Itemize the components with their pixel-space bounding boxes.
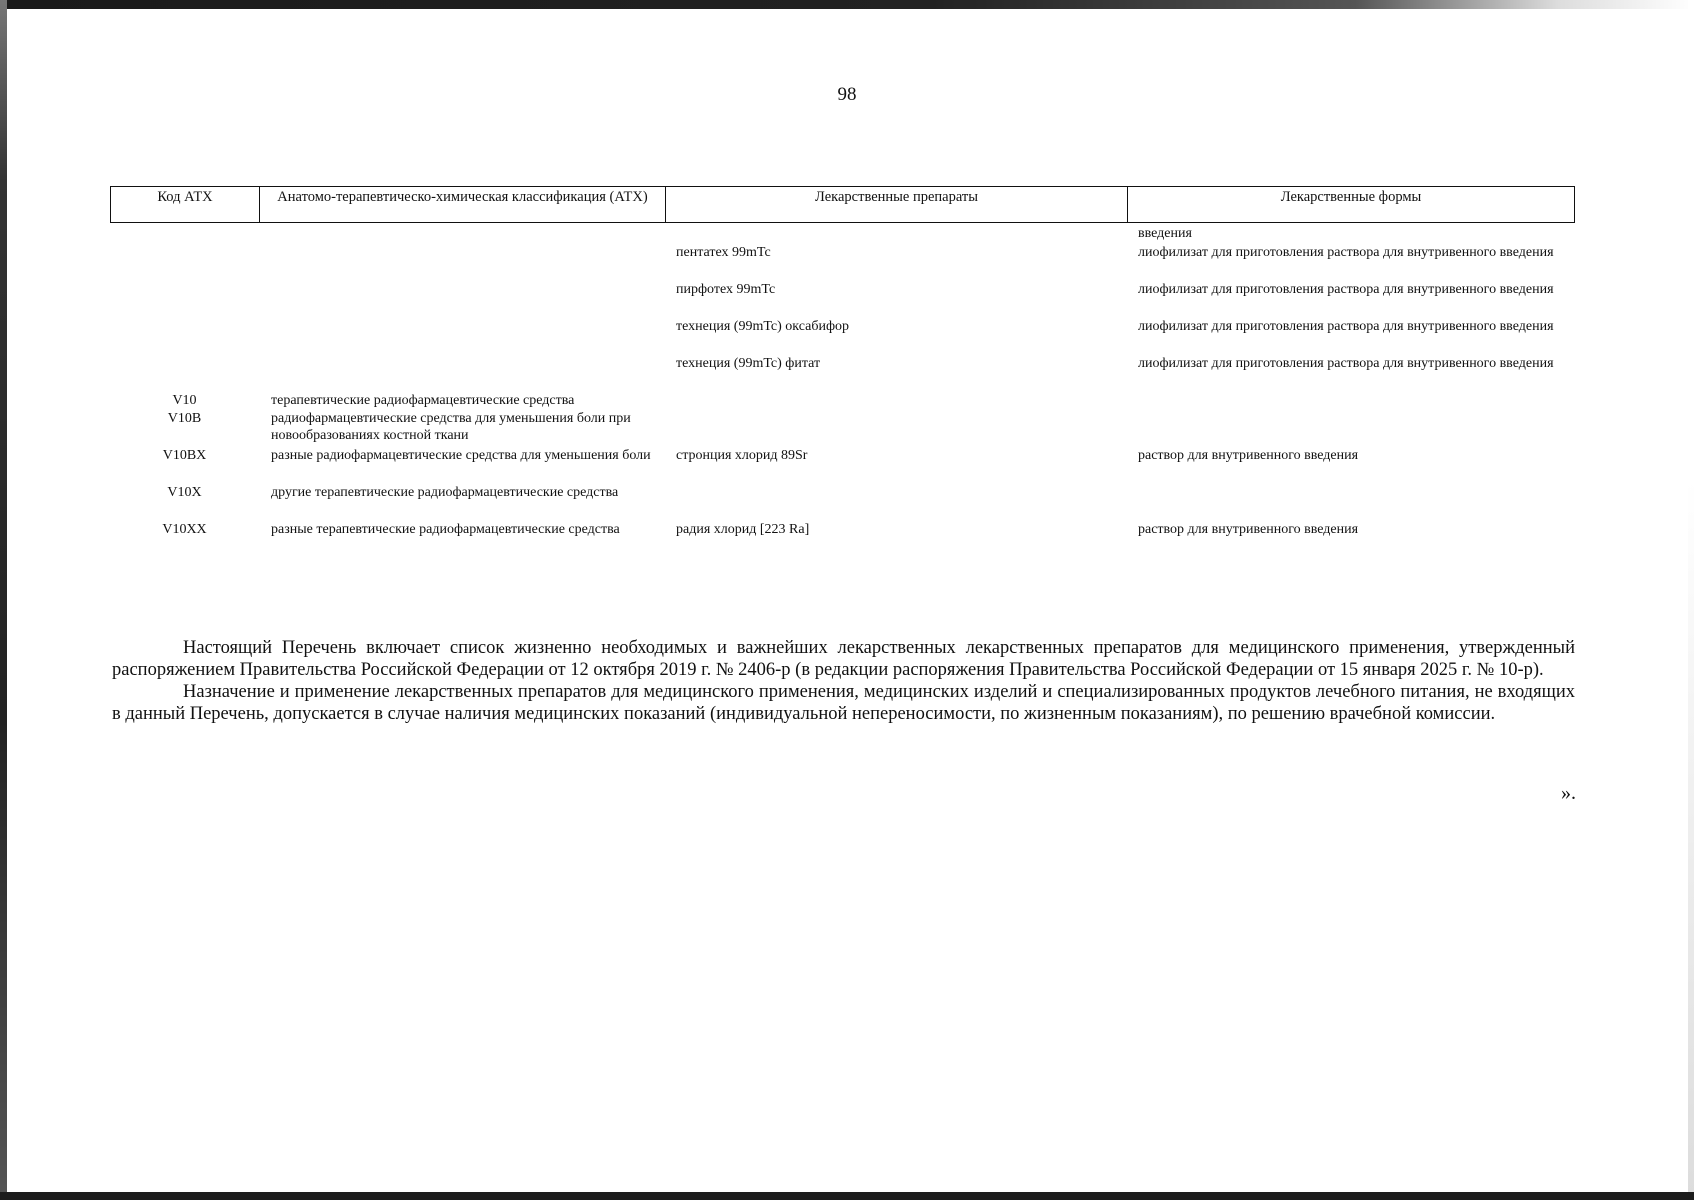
cell-code	[110, 244, 259, 281]
footnote-paragraph-2: Назначение и применение лекарственных препаратов для медицинского применения, медицинских изделий и специализированных продуктов лечебного питания, не входящих в данный Перечень, допускается в случае наличия медицинских показаний (индивидуальной непереносимости, по жизненным показаниям), по решению врачебной комиссии.	[112, 682, 1575, 724]
cell-form: лиофилизат для приготовления раствора для внутривенного введения	[1138, 245, 1554, 260]
scan-border-left	[0, 0, 7, 1200]
cell-classification: радиофармацевтические средства для уменьшения боли при новообразованиях костной ткани	[271, 411, 631, 443]
cell-form: лиофилизат для приготовления раствора для внутривенного введения	[1138, 319, 1554, 334]
table-row	[110, 225, 1575, 244]
table-row	[110, 521, 1575, 558]
header-drugs: Лекарственные препараты	[666, 187, 1128, 222]
cell-drug	[665, 410, 1127, 447]
cell-drug	[665, 392, 1127, 410]
cell-form: раствор для внутривенного введения	[1138, 448, 1359, 463]
footnote-paragraph-1: Настоящий Перечень включает список жизненно необходимых и важнейших лекарственных лекарственных препаратов для медицинского применения, утвержденный распоряжением Правительства Российской Федерации от 12 октября 2019 г. № 2406-р (в редакции распоряжения Правительства Российской Федерации от 15 января 2025 г. № 10-р).	[112, 638, 1575, 680]
cell-drug: радия хлорид [223 Ra]	[676, 522, 810, 537]
cell-code: V10XX	[162, 522, 207, 537]
header-forms: Лекарственные формы	[1280, 189, 1422, 205]
cell-classification: разные терапевтические радиофармацевтические средства	[271, 522, 620, 537]
table-row	[110, 244, 1575, 281]
cell-code	[110, 281, 259, 318]
footnote	[112, 637, 1575, 725]
cell-drug: стронция хлорид 89Sr	[676, 448, 808, 463]
cell-code	[110, 318, 259, 355]
cell-form: лиофилизат для приготовления раствора для внутривенного введения	[1138, 282, 1554, 297]
cell-classification: разные радиофармацевтические средства для уменьшения боли	[271, 448, 651, 463]
cell-code: V10BX	[162, 448, 207, 463]
cell-classification	[259, 225, 665, 244]
header-classification: Анатомо-терапевтическо-химическая классификация (АТХ)	[260, 187, 666, 222]
cell-classification: другие терапевтические радиофармацевтические средства	[271, 485, 619, 500]
table-row	[110, 484, 1575, 521]
cell-form	[1127, 392, 1575, 410]
table-header	[110, 186, 1575, 223]
cell-classification	[259, 281, 665, 318]
cell-form: лиофилизат для приготовления раствора для внутривенного введения	[1138, 356, 1554, 371]
table-row	[110, 281, 1575, 318]
header-code: Код АТХ	[111, 187, 260, 222]
table-row	[110, 318, 1575, 355]
table-row	[110, 392, 1575, 410]
scan-border-top	[0, 0, 1694, 9]
closing-quote-mark: ».	[1561, 782, 1576, 804]
cell-drug: технеция (99mTc) оксабифор	[676, 319, 850, 334]
page-number: 98	[837, 84, 857, 105]
scan-border-right	[1688, 0, 1694, 1200]
cell-form	[1127, 410, 1575, 447]
cell-form	[1127, 484, 1575, 521]
cell-classification	[259, 318, 665, 355]
cell-code: V10X	[167, 485, 202, 500]
cell-form: раствор для внутривенного введения	[1138, 522, 1359, 537]
cell-drug: пентатех 99mTc	[676, 245, 771, 260]
cell-classification: терапевтические радиофармацевтические средства	[271, 393, 575, 408]
table-row	[110, 447, 1575, 484]
cell-classification	[259, 244, 665, 281]
cell-drug	[665, 484, 1127, 521]
cell-code: V10	[172, 393, 197, 408]
cell-drug: пирфотех 99mTc	[676, 282, 776, 297]
table-row	[110, 410, 1575, 447]
cell-form: введения	[1138, 226, 1192, 241]
table-row	[110, 355, 1575, 392]
cell-drug: технеция (99mTc) фитат	[676, 356, 821, 371]
cell-classification	[259, 355, 665, 392]
cell-code	[110, 355, 259, 392]
cell-code: V10B	[167, 411, 202, 426]
cell-code	[110, 225, 259, 244]
cell-drug	[665, 225, 1127, 244]
table-body	[110, 225, 1575, 558]
scan-border-bottom	[0, 1192, 1694, 1200]
